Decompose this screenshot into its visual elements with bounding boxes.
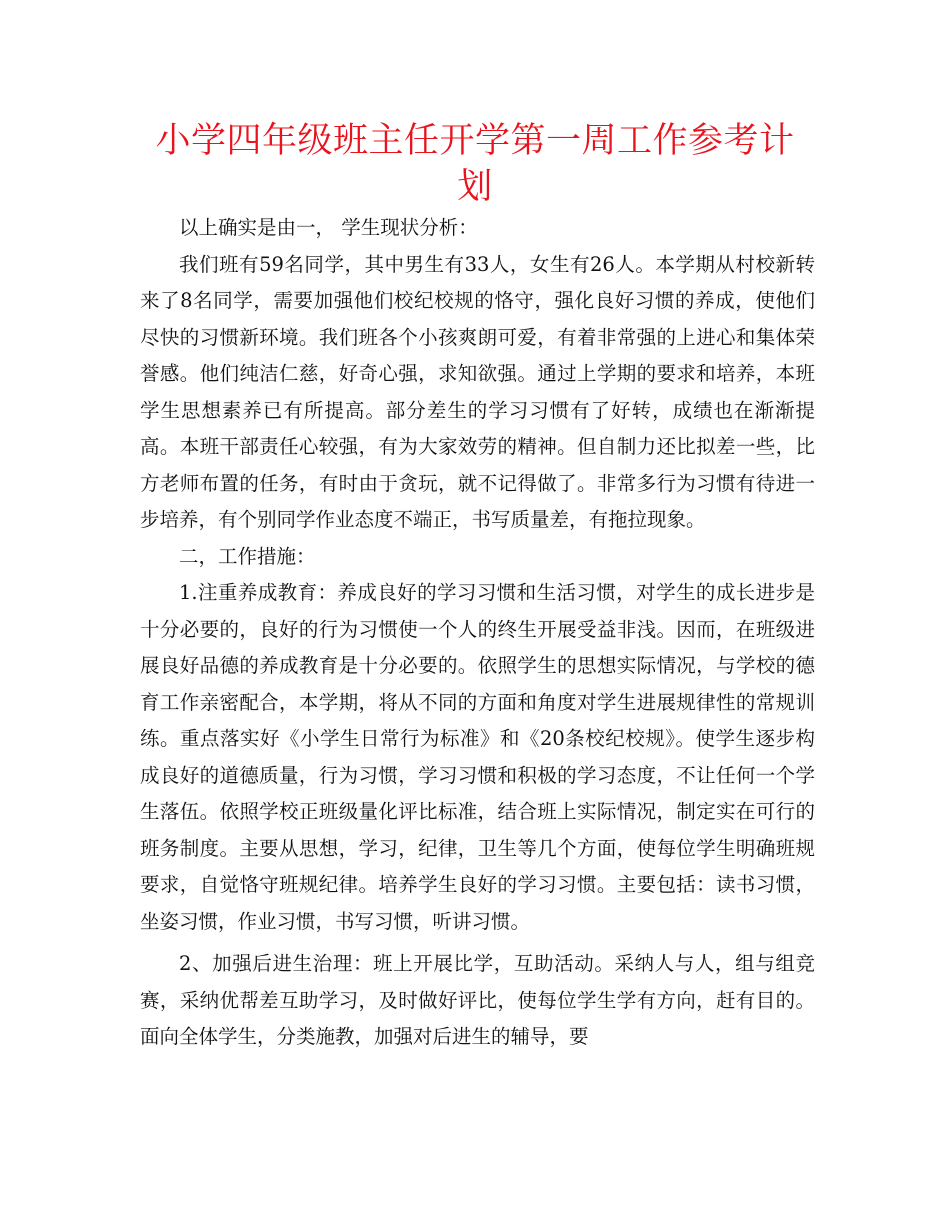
section-heading-measures: 二，工作措施： xyxy=(179,544,316,568)
paragraph-class-analysis: 我们班有59名同学，其中男生有33人，女生有26人。本学期从村校新转来了8名同学，需要加强他们校纪校规的恪守，强化良好习惯的养成，使他们尽快的习惯新环境。我们班各个小孩爽朗可爱，有着非常强的上进心和集体荣誉感。他们纯洁仁慈，好奇心强，求知欲强。通过上学期的要求和培养，本班学生思想素养已有所提高。部分差生的学习习惯有了好转，成绩也在渐渐提高。本班干部责任心较强，有为大家效劳的精神。但自制力还比拟差一些，比方老师布置的任务，有时由于贪玩，就不记得做了。非常多行为习惯有待进一步培养，有个别同学作业态度不端正，书写质量差，有拖拉现象。 xyxy=(140,252,815,531)
document-title: 小学四年级班主任开学第一周工作参考计划 xyxy=(155,121,795,207)
paragraph-habit-education: 1.注重养成教育：养成良好的学习习惯和生活习惯，对学生的成长进步是十分必要的，良好的行为习惯使一个人的终生开展受益非浅。因而，在班级进展良好品德的养成教育是十分必要的。依照学生的思想实际情况，与学校的德育工作亲密配合，本学期，将从不同的方面和角度对学生进展规律性的常规训练。重点落实好《小学生日常行为标准》和《20条校纪校规》。使学生逐步构成良好的道德质量，行为习惯，学习习惯和积极的学习态度，不让任何一个学生落伍。依照学校正班级量化评比标准，结合班上实际情况，制定实在可行的班务制度。主要从思想，学习，纪律，卫生等几个方面，使每位学生明确班规要求，自觉恪守班规纪律。培养学生良好的学习习惯。主要包括：读书习惯，坐姿习惯，作业习惯，书写习惯，听讲习惯。 xyxy=(140,581,815,933)
paragraph-intro: 以上确实是由一， 学生现状分析： xyxy=(179,216,478,239)
paragraph-struggling-students: 2、加强后进生治理：班上开展比学，互助活动。采纳人与人，组与组竞赛，采纳优帮差互助学习，及时做好评比，使每位学生学有方向，赶有目的。面向全体学生，分类施教，加强对后进生的辅导，要 xyxy=(140,952,815,1048)
document-body xyxy=(140,210,815,1056)
